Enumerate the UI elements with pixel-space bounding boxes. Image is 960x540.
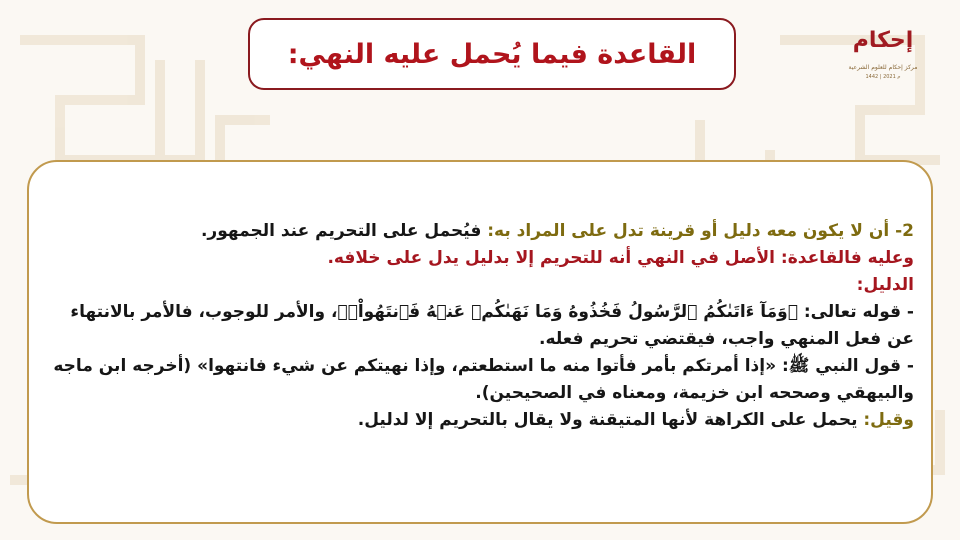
logo-subtitle: مركز إحكام للعلوم الشرعية (848, 64, 918, 71)
line-rule: وعليه فالقاعدة: الأصل في النهي أنه للتحريم إلا بدليل يدل على خلافه. (327, 248, 914, 268)
line-alternative-opinion (42, 407, 914, 434)
line-1-text: فيُحمل على التحريم عند الجمهور. (200, 221, 488, 241)
line-hadith-text: «إذا أمرتكم بأمر فأتوا منه ما استطعتم، وإذا نهيتكم عن شيء فانتهوا» (أخرجه ابن ماجه والبيهقي وصححه ابن خزيمة، ومعناه في الصحيحين). (53, 356, 914, 403)
title-banner (248, 18, 736, 90)
content-body (42, 218, 914, 434)
line-hadith-prefix: - قول النبي ﷺ: (776, 356, 914, 376)
line-1 (42, 218, 914, 245)
evidence-heading: الدليل: (856, 275, 914, 295)
logo (848, 26, 918, 96)
logo-word: إحكام (852, 28, 914, 53)
line-1-prefix: 2- أن لا يكون معه دليل أو قرينة تدل على المراد به: (487, 221, 914, 241)
line-alternative-prefix: وقيل: (863, 410, 914, 430)
page-title: القاعدة فيما يُحمل عليه النهي: (287, 38, 697, 70)
line-quran-text: ﴿وَمَآ ءَاتَىٰكُمُ ٱلرَّسُولُ فَخُذُوهُ وَمَا نَهَىٰكُمۡ عَنۡهُ فَٱنتَهُواْۚ﴾، والأمر للوجوب، فالأمر بالانتهاء عن فعل المنهي واجب، فيقتضي تحريم فعله. (70, 302, 914, 349)
logo-code: 1442 | 2021 م (865, 74, 901, 80)
line-alternative-text: يحمل على الكراهة لأنها المتيقنة ولا يقال بالتحريم إلا لدليل. (357, 410, 864, 430)
line-hadith-evidence (42, 353, 914, 407)
line-quran-evidence (42, 299, 914, 353)
line-quran-prefix: - قوله تعالى: (797, 302, 914, 322)
